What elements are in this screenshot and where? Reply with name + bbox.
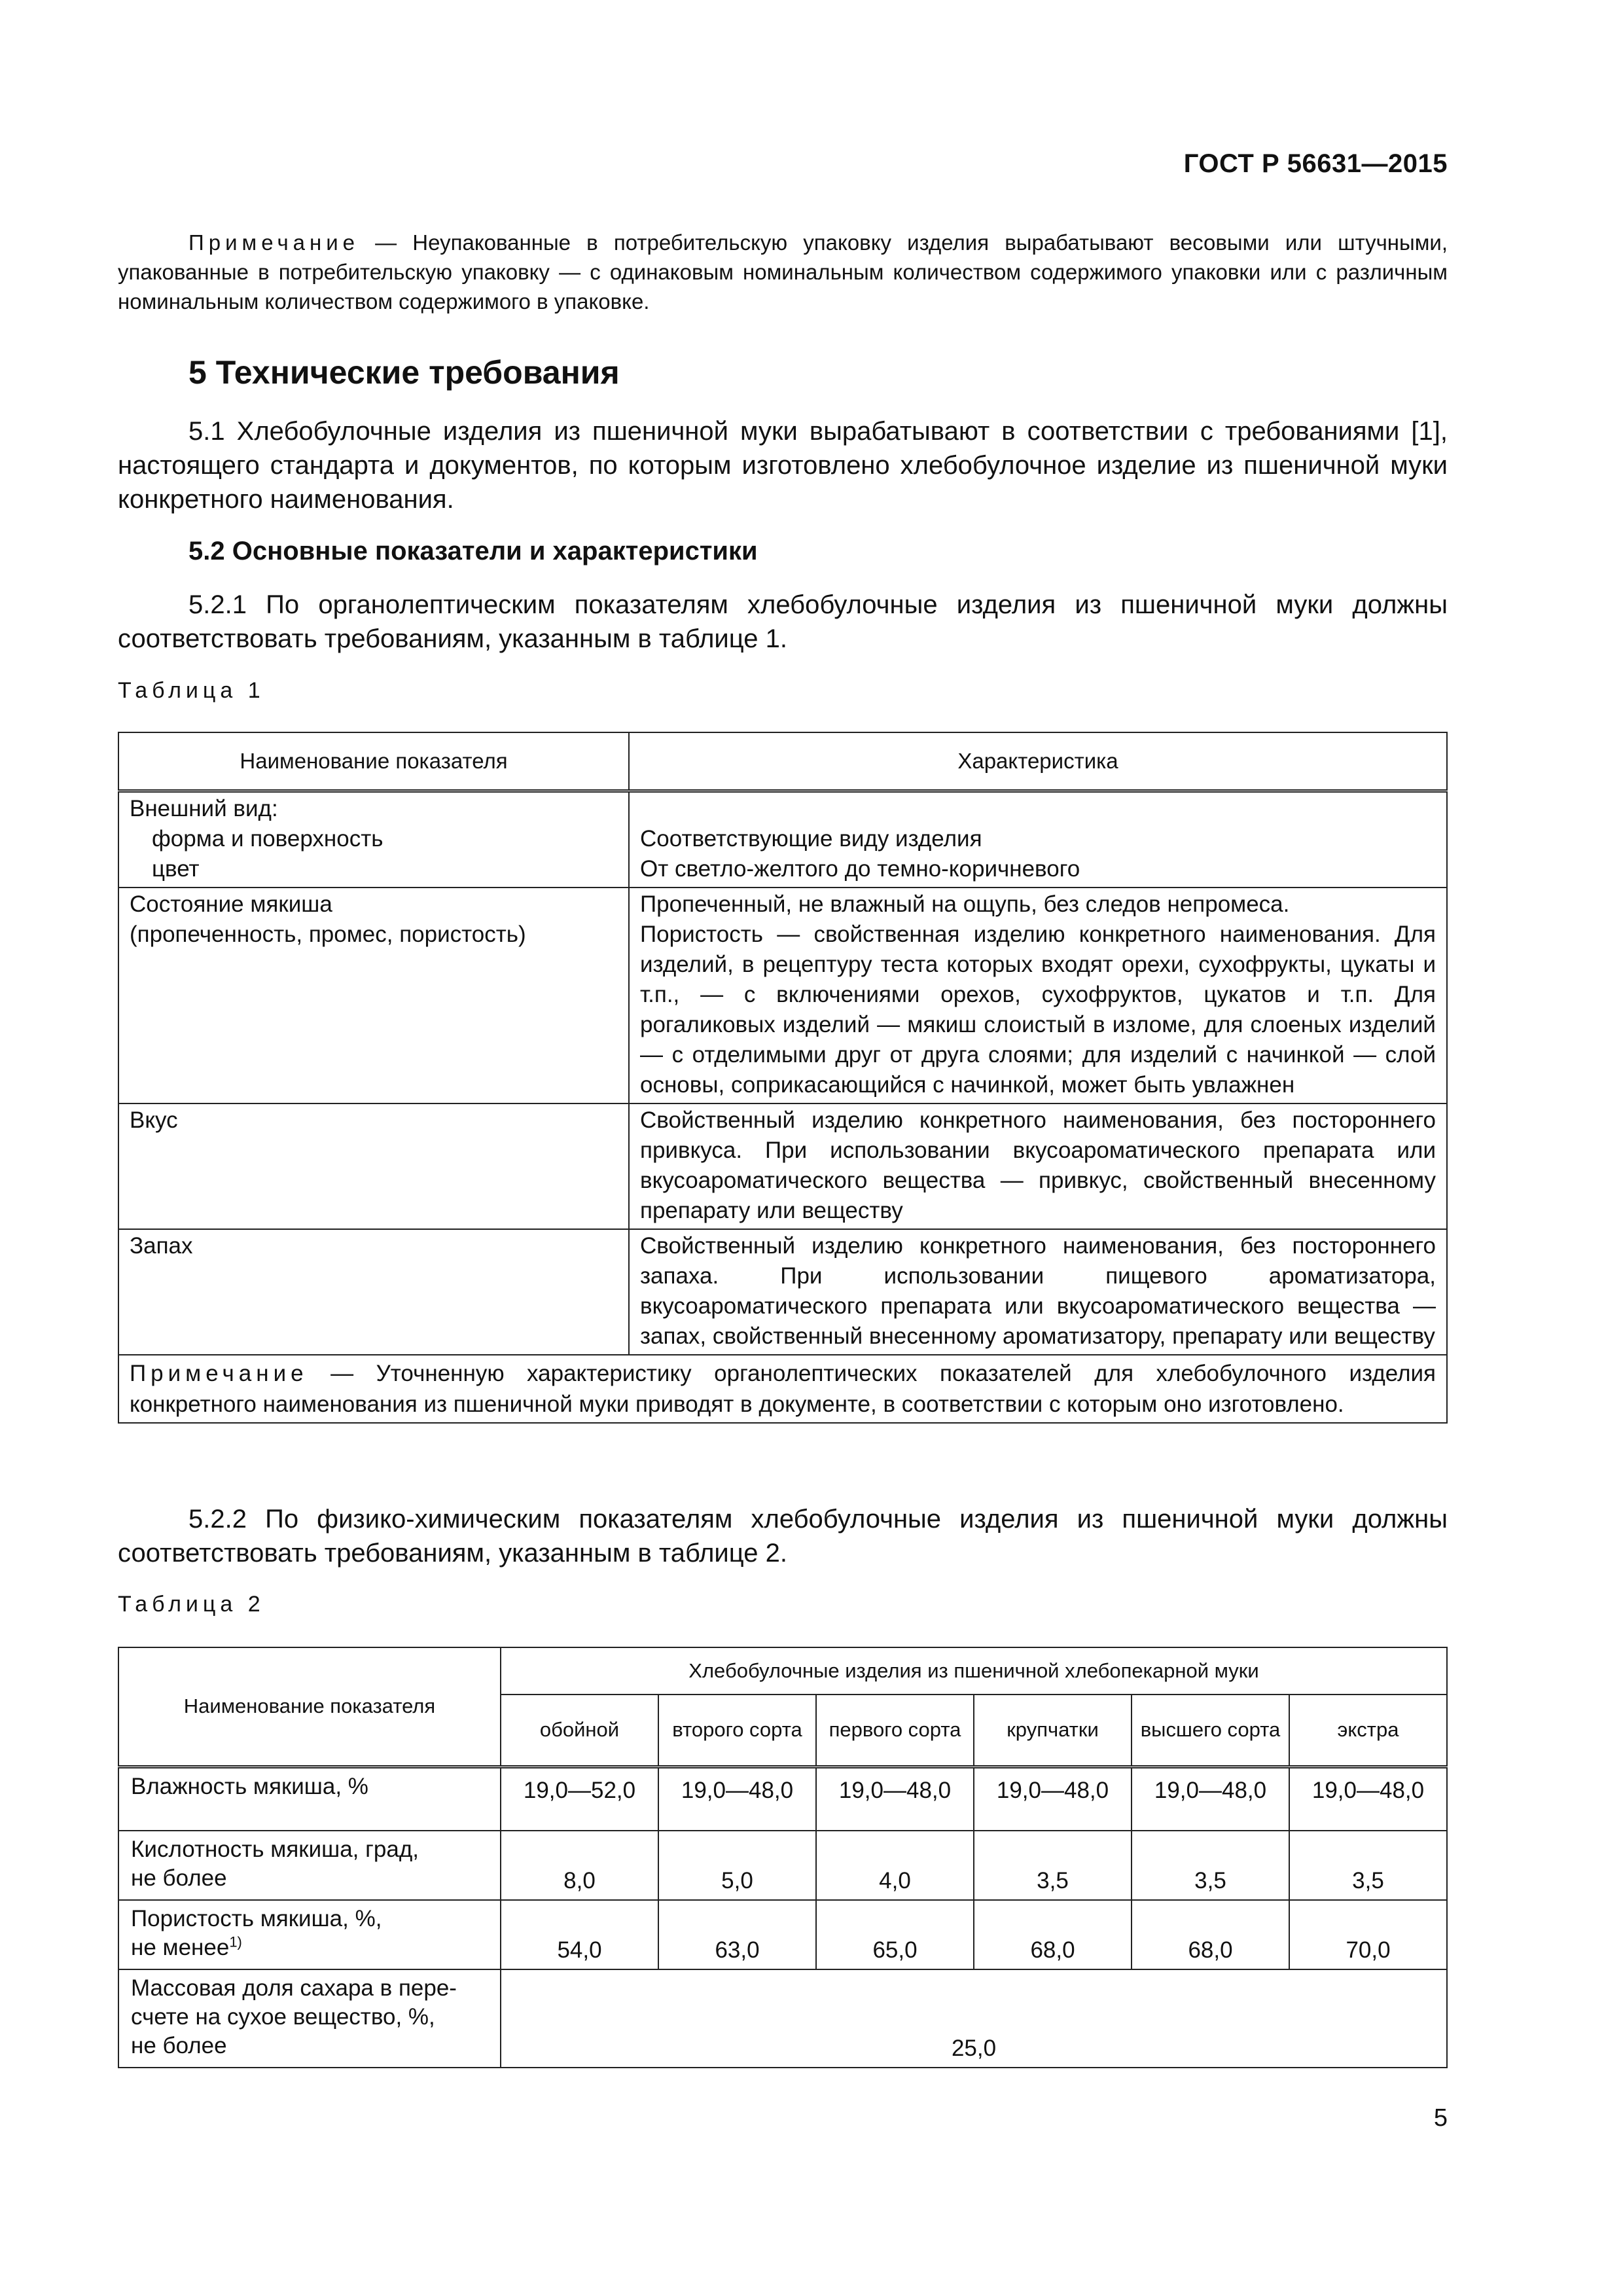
table-cell: Свойственный изделию конкретного наименования, без постороннего запаха. При использовании пищевого ароматизатора, вкусоароматического препарата или вкусоароматического вещества — запах, свойственный внесенному ароматизатору, препарату или веществу	[629, 1229, 1447, 1355]
table-cell: 54,0	[501, 1900, 658, 1969]
table-row	[118, 1355, 1447, 1423]
grade-header: экстра	[1289, 1695, 1447, 1767]
table-cell: 4,0	[816, 1831, 974, 1900]
table-cell: 8,0	[501, 1831, 658, 1900]
section-title: 5 Технические требования	[188, 354, 620, 391]
table-cell: 3,5	[974, 1831, 1132, 1900]
table-row	[118, 1831, 1447, 1900]
table-cell-merged: 25,0	[501, 1969, 1447, 2068]
table-cell: 19,0—48,0	[1289, 1767, 1447, 1831]
note-label: Примечание	[188, 230, 360, 255]
grade-header: высшего сорта	[1132, 1695, 1289, 1767]
table-row	[118, 1969, 1447, 2068]
grade-header: второго сорта	[658, 1695, 816, 1767]
paragraph-5-2-1: 5.2.1 По органолептическим показателям хлебобулочные изделия из пшеничной муки должны соответствовать требованиям, указанным в таблице 1.	[118, 590, 1448, 653]
table-row	[118, 888, 1447, 1103]
table-cell: Пористость мякиша, %, не менее$^{1)}$	[118, 1900, 501, 1969]
table-cell: 5,0	[658, 1831, 816, 1900]
table-cell: Пропеченный, не влажный на ощупь, без следов непромеса. Пористость — свойственная изделию конкретного наименования. Для изделий, в рецептуру теста которых входят орехи, сухофрукты, цукаты и т.п., — с включениями орехов, сухофруктов, цукатов и т.п. Для рогаликовых изделий — мякиш слоистый в изломе, для слоеных изделий — с отделимыми друг от друга слоями; для изделий с начинкой — слой основы, соприкасающийся с начинкой, может быть увлажнен	[629, 888, 1447, 1103]
grade-header: обойной	[501, 1695, 658, 1767]
table-cell: 19,0—48,0	[1132, 1767, 1289, 1831]
paragraph-5-1: 5.1 Хлебобулочные изделия из пшеничной муки вырабатывают в соответствии с требованиями [1], настоящего стандарта и документов, по которым изготовлено хлебобулочное изделие из пшеничной муки конкретного наименования.	[118, 417, 1448, 514]
table-cell: 65,0	[816, 1900, 974, 1969]
table-cell: Соответствующие виду изделия От светло-желтого до темно-коричневого	[629, 791, 1447, 888]
grade-header: крупчатки	[974, 1695, 1132, 1767]
table-row	[118, 1103, 1447, 1229]
table-row	[118, 791, 1447, 888]
table-cell: Свойственный изделию конкретного наименования, без постороннего привкуса. При использовании вкусоароматического препарата или вкусоароматического вещества — привкус, свойственный внесенному препарату или веществу	[629, 1103, 1447, 1229]
grade-header: первого сорта	[816, 1695, 974, 1767]
table-cell: Запах	[118, 1229, 629, 1355]
table-cell: Вкус	[118, 1103, 629, 1229]
table-cell: 19,0—48,0	[974, 1767, 1132, 1831]
page-number: 5	[1433, 2104, 1448, 2132]
table-cell: 63,0	[658, 1900, 816, 1969]
table-cell: Состояние мякиша (пропеченность, промес, пористость)	[118, 888, 629, 1103]
standard-number: ГОСТ Р 56631—2015	[1183, 149, 1448, 178]
table-cell: 68,0	[974, 1900, 1132, 1969]
table-cell: Влажность мякиша, %	[118, 1767, 501, 1831]
table-cell: Внешний вид: форма и поверхность цвет	[118, 791, 629, 888]
table-cell: 3,5	[1132, 1831, 1289, 1900]
table-2-header-name: Наименование показателя	[118, 1647, 501, 1767]
table-2-caption: Таблица 2	[118, 1592, 265, 1617]
table-cell: Массовая доля сахара в пере- счете на сухое вещество, %, не более	[118, 1969, 501, 2068]
table-1-header-characteristic: Характеристика	[629, 732, 1447, 791]
table-row	[118, 1229, 1447, 1355]
footnote-mark: 1)	[229, 1933, 242, 1950]
top-note	[118, 228, 1448, 316]
note-text: — Неупакованные в потребительскую упаковку изделия вырабатывают весовыми или штучными, упакованные в потребительскую упаковку — с одинаковым номинальным количеством содержимого упаковки или с различным номинальным количеством содержимого в упаковке.	[118, 230, 1448, 314]
paragraph-5-2-2: 5.2.2 По физико-химическим показателям хлебобулочные изделия из пшеничной муки должны соответствовать требованиям, указанным в таблице 2.	[118, 1505, 1448, 1568]
table-cell: 3,5	[1289, 1831, 1447, 1900]
table-1-note: Примечание — Уточненную характеристику органолептических показателей для хлебобулочного изделия конкретного наименования из пшеничной муки приводят в документе, в соответствии с которым оно изготовлено.	[118, 1355, 1447, 1423]
subsection-title: 5.2 Основные показатели и характеристики	[188, 537, 758, 565]
table-row	[118, 1900, 1447, 1969]
table-cell: 68,0	[1132, 1900, 1289, 1969]
table-cell: 70,0	[1289, 1900, 1447, 1969]
table-2-group-header: Хлебобулочные изделия из пшеничной хлебопекарной муки	[501, 1647, 1447, 1695]
table-row	[118, 1767, 1447, 1831]
table-cell: 19,0—48,0	[816, 1767, 974, 1831]
table-1-caption: Таблица 1	[118, 678, 265, 703]
table-cell: 19,0—52,0	[501, 1767, 658, 1831]
table-1	[118, 732, 1448, 1424]
table-cell: Кислотность мякиша, град, не более	[118, 1831, 501, 1900]
table-1-header-name: Наименование показателя	[118, 732, 629, 791]
table-2	[118, 1647, 1448, 2068]
table-cell: 19,0—48,0	[658, 1767, 816, 1831]
